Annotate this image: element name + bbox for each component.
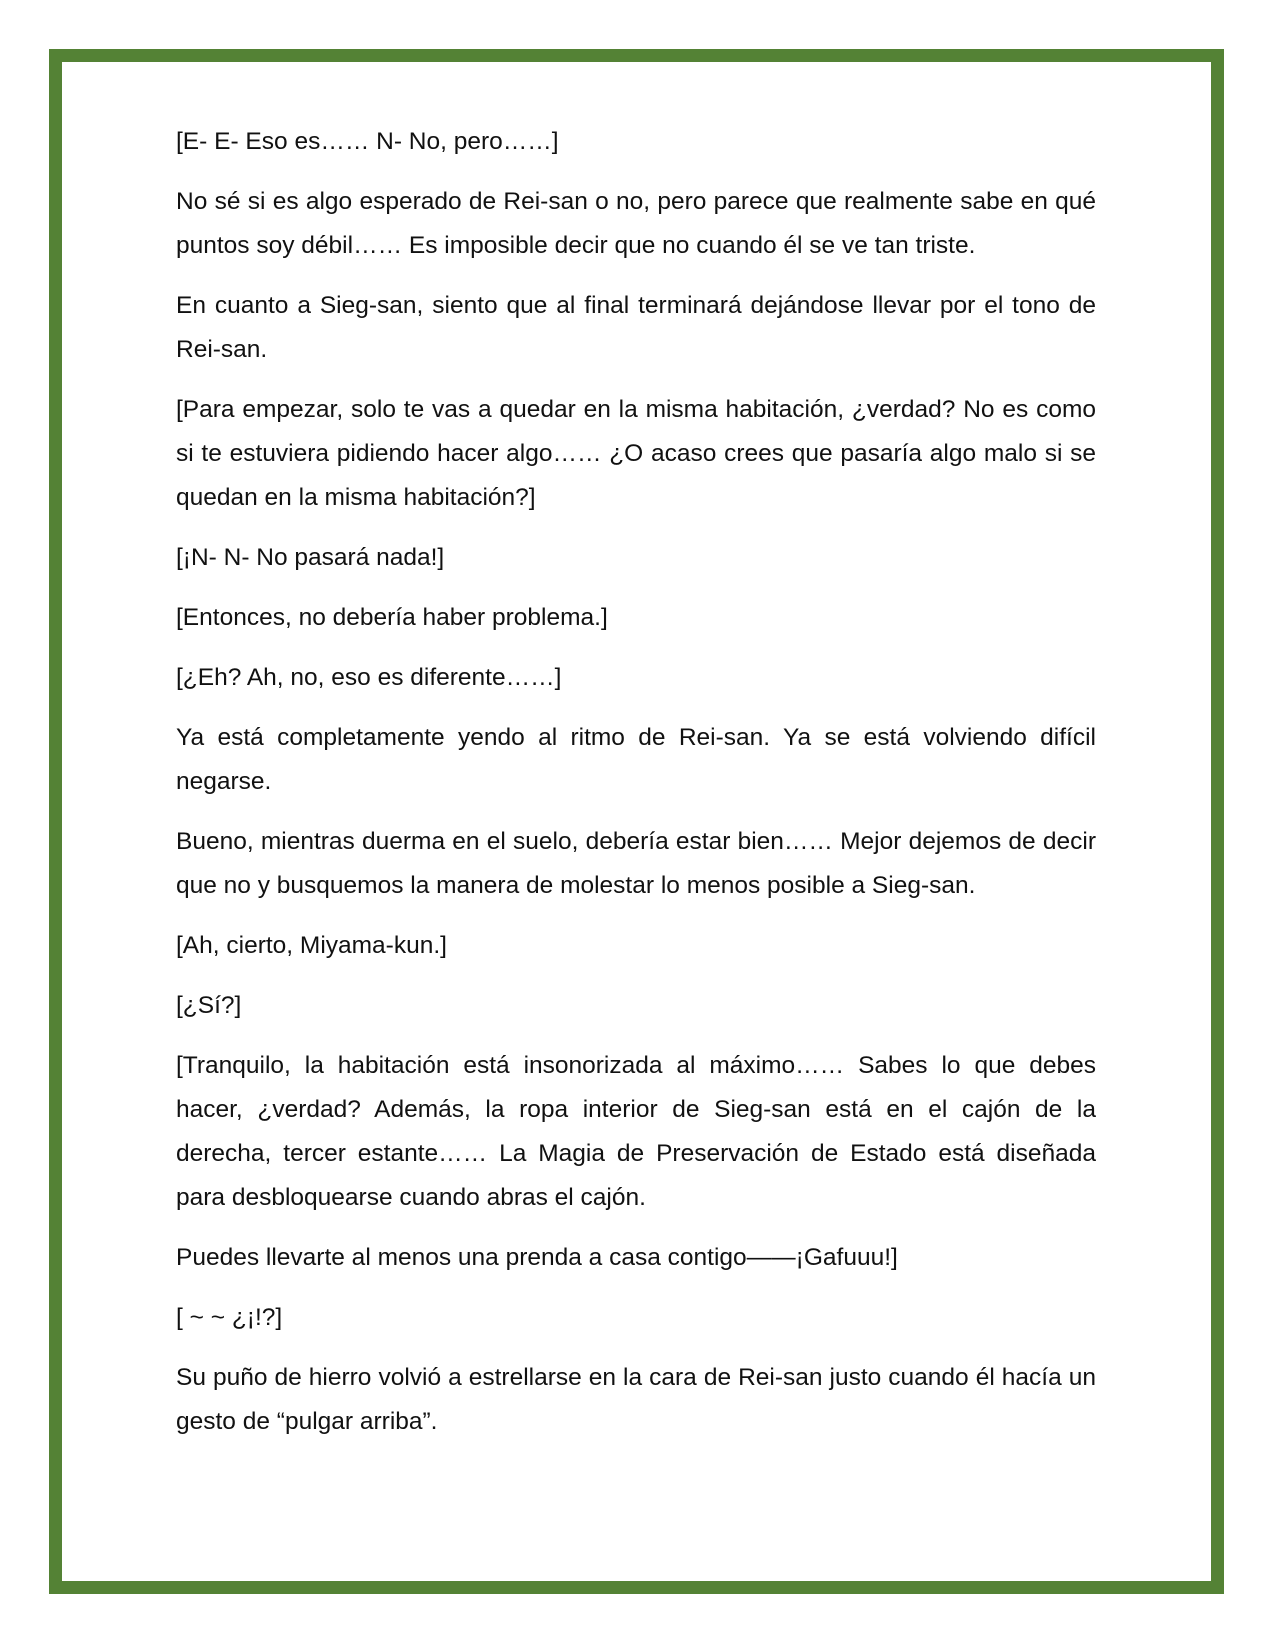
paragraph: [¿Sí?]	[176, 992, 242, 1019]
paragraph: Su puño de hierro volvió a estrellarse en la cara de Rei-san justo cuando él hacía un gesto de “pulgar arriba”.	[176, 1364, 1096, 1435]
paragraph: [Para empezar, solo te vas a quedar en la misma habitación, ¿verdad? No es como si te estuviera pidiendo hacer algo…… ¿O acaso crees que pasaría algo malo si se quedan en la misma habitación?]	[176, 396, 1096, 511]
paragraph: [E- E- Eso es…… N- No, pero……]	[176, 128, 559, 155]
document-body	[176, 120, 1096, 1460]
paragraph: [Entonces, no debería haber problema.]	[176, 604, 608, 631]
paragraph: Bueno, mientras duerma en el suelo, debería estar bien…… Mejor dejemos de decir que no y busquemos la manera de molestar lo menos posible a Sieg-san.	[176, 828, 1096, 899]
paragraph: [ ~ ~ ¿¡!?]	[176, 1304, 283, 1331]
paragraph: [Ah, cierto, Miyama-kun.]	[176, 932, 447, 959]
paragraph: Puedes llevarte al menos una prenda a casa contigo——¡Gafuuu!]	[176, 1244, 898, 1271]
paragraph: [¿Eh? Ah, no, eso es diferente……]	[176, 664, 562, 691]
paragraph: No sé si es algo esperado de Rei-san o no, pero parece que realmente sabe en qué puntos soy débil…… Es imposible decir que no cuando él se ve tan triste.	[176, 188, 1096, 259]
paragraph: En cuanto a Sieg-san, siento que al final terminará dejándose llevar por el tono de Rei-san.	[176, 292, 1096, 363]
paragraph: Ya está completamente yendo al ritmo de Rei-san. Ya se está volviendo difícil negarse.	[176, 724, 1096, 795]
paragraph: [Tranquilo, la habitación está insonorizada al máximo…… Sabes lo que debes hacer, ¿verdad? Además, la ropa interior de Sieg-san está en el cajón de la derecha, tercer estante…… La Magia de Preservación de Estado está diseñada para desbloquearse cuando abras el cajón.	[176, 1052, 1096, 1211]
paragraph: [¡N- N- No pasará nada!]	[176, 544, 445, 571]
